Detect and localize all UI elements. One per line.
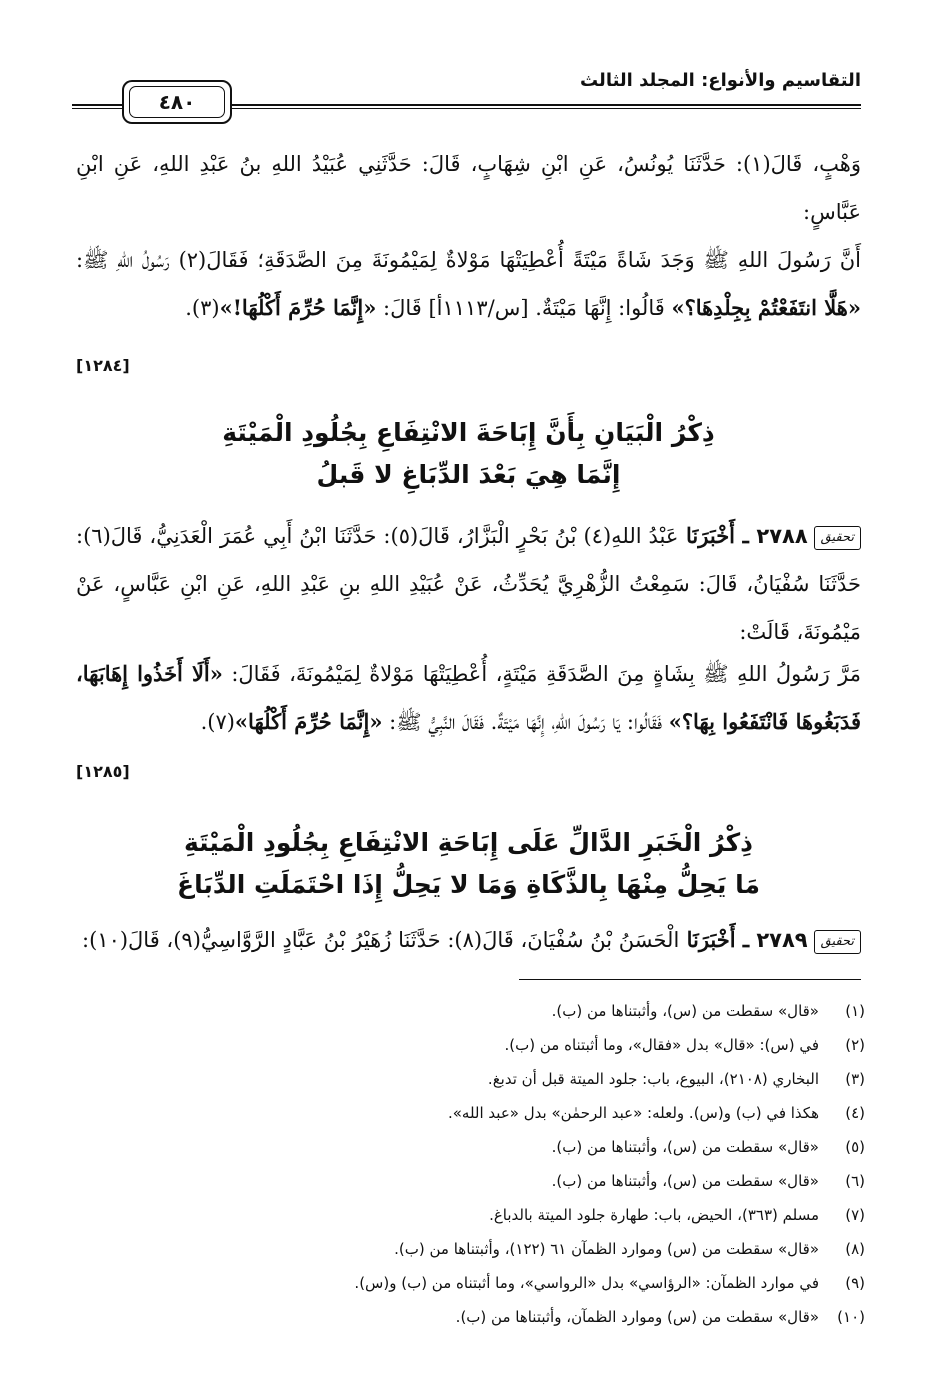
footnote-text: «قال» سقطت من (س)، وأثبتناها من (ب).: [551, 1138, 819, 1156]
akhbarana: ـ أَخْبَرَنَا: [679, 927, 757, 952]
page-number: ٤٨٠: [129, 86, 225, 118]
heading-line: ذِكْرُ الْبَيَانِ بِأَنَّ إِبَاحَةَ الانْتِفَاعِ بِجُلُودِ الْمَيْتَةِ: [222, 418, 715, 447]
chapter-heading: [76, 412, 861, 496]
isnad-text: الْحَسَنُ بْنُ سُفْيَانَ، قَالَ(٨): حَدَّثَنَا زُهَيْرُ بْنُ عَبَّادٍ الرَّوَّاسِيُّ(٩)، قَالَ(١٠):: [82, 928, 680, 952]
hadith-number: ٢٧٨٩: [756, 928, 808, 952]
footnote-text: «قال» سقطت من (س)، وأثبتناها من (ب).: [551, 1002, 819, 1020]
isnad-continuation: [76, 140, 861, 236]
footnotes: [76, 994, 865, 1334]
hadith-2789-isnad: [76, 916, 861, 964]
matn-text: قَالُوا: إِنَّهَا مَيْتَةٌ. [س/١١١٣أ] قَالَ:: [376, 296, 672, 320]
footnote-marker: (٧).: [200, 710, 235, 734]
footnote-text: مسلم (٣٦٣)، الحيض، باب: طهارة جلود الميتة بالدباغ.: [489, 1206, 819, 1224]
heading-line: ذِكْرُ الْخَبَرِ الدَّالِّ عَلَى إِبَاحَةِ الانْتِفَاعِ بِجُلُودِ الْمَيْتَةِ: [184, 828, 753, 857]
footnote-text: في (س): «قال» بدل «فقال»، وما أثبتناه من (ب).: [504, 1036, 819, 1054]
chapter-heading: [76, 822, 861, 906]
footnote-item: [76, 1232, 865, 1266]
akhbarana: ـ أَخْبَرَنَا: [678, 523, 757, 548]
footnote-marker: (٣).: [185, 296, 220, 320]
tahqiq-badge-icon: تحقيق: [814, 526, 861, 550]
footnote-text: «قال» سقطت من (س) وموارد الظمآن ٦١ (١٢٢)، وأثبتناها من (ب).: [394, 1240, 819, 1258]
hadith-number: ٢٧٨٨: [756, 524, 808, 548]
prophetic-saying: «إِنَّمَا حُرِّمَ أَكْلُهَا!»: [219, 295, 377, 320]
isnad-text: وَهْبٍ، قَالَ(١): حَدَّثَنَا يُونُسُ، عَنِ ابْنِ شِهَابٍ، قَالَ: حَدَّثَنِي عُبَيْدُ اللهِ بنُ عَبْدِ اللهِ، عَنِ ابْنِ عَبَّاسٍ:: [76, 152, 861, 224]
footnote-item: [76, 1096, 865, 1130]
footnote-item: [76, 1130, 865, 1164]
page-number-frame: [122, 80, 232, 124]
prophetic-saying: «إِنَّمَا حُرِّمَ أَكْلُهَا»: [234, 709, 383, 734]
footnote-text: هكذا في (ب) و(س). ولعله: «عبد الرحمٰن» بدل «عبد الله».: [447, 1104, 819, 1122]
footnote-number: (١): [845, 1002, 865, 1020]
prophetic-saying: «هَلَّا انتَفَعْتُمْ بِجِلْدِهَا؟»: [671, 295, 861, 320]
footnote-text: «قال» سقطت من (س) وموارد الظمآن، وأثبتناها من (ب).: [455, 1308, 819, 1326]
footnote-item: [76, 1164, 865, 1198]
footnote-item: [76, 994, 865, 1028]
footnote-number: (٢): [845, 1036, 865, 1054]
footnote-separator: [519, 979, 861, 980]
heading-line: مَا يَحِلُّ مِنْهَا بِالذَّكَاةِ وَمَا لا يَحِلُّ إِذَا احْتَمَلَتِ الدِّبَاغَ: [177, 870, 760, 899]
hadith-matn-1284: [76, 236, 861, 332]
heading-line: إِنَّمَا هِيَ بَعْدَ الدِّبَاغِ لا قَبلُ: [316, 460, 621, 489]
matn-text: مَرَّ رَسُولُ اللهِ ﷺ بِشَاةٍ مِنَ الصَّدَقَةِ مَيْتَةٍ، أُعْطِيَتْهَا مَوْلاةٌ لِمَيْمُونَةَ، فَقَالَ:: [222, 662, 861, 686]
prophetic-saying: «أَلَا أَخَذُوا إِهَابَهَا، فَدَبَغُوهَا فَانْتَفَعُوا بِهَا؟»: [76, 661, 861, 734]
footnote-number: (٥): [845, 1138, 865, 1156]
tahqiq-badge-icon: تحقيق: [814, 930, 861, 954]
matn-text: فَقَالُوا: يَا رَسُولَ اللهِ، إِنَّهَا مَيْتَةٌ. فَقَالَ النَّبِيُّ ﷺ:: [382, 710, 669, 734]
running-title: التقاسيم والأنواع: المجلد الثالث: [580, 70, 861, 91]
footnote-text: «قال» سقطت من (س)، وأثبتناها من (ب).: [551, 1172, 819, 1190]
footnote-item: [76, 1266, 865, 1300]
footnote-item: [76, 1062, 865, 1096]
footnote-number: (٣): [845, 1070, 865, 1088]
footnote-item: [76, 1300, 865, 1334]
footnote-text: البخاري (٢١٠٨)، البيوع، باب: جلود الميتة قبل أن تدبغ.: [487, 1070, 819, 1088]
hadith-2788-matn: [76, 650, 861, 746]
footnote-item: [76, 1198, 865, 1232]
footnote-number: (٨): [845, 1240, 865, 1258]
footnote-text: في موارد الظمآن: «الرؤاسي» بدل «الرواسي»، وما أثبتناه من (ب) و(س).: [354, 1274, 819, 1292]
hadith-reference: [١٢٨٤]: [76, 356, 130, 375]
footnote-number: (٤): [845, 1104, 865, 1122]
isnad-text: عَبْدُ اللهِ(٤) بْنُ بَحْرٍ الْبَزَّارُ، قَالَ(٥): حَدَّثَنَا ابْنُ أَبِي عُمَرَ الْعَدَنِيُّ، قَالَ(٦): حَدَّثَنَا سُفْيَانُ، قَالَ: سَمِعْتُ الزُّهْرِيَّ يُحَدِّثُ، عَنْ عُبَيْدِ اللهِ بنِ عَبْدِ اللهِ، عَنِ ابْنِ عَبَّاسٍ، عَنْ مَيْمُونَةَ، قَالَتْ:: [76, 524, 861, 644]
hadith-reference: [١٢٨٥]: [76, 762, 130, 781]
footnote-number: (٧): [845, 1206, 865, 1224]
footnote-number: (٦): [845, 1172, 865, 1190]
footnote-number: (٩): [845, 1274, 865, 1292]
matn-text: أَنَّ رَسُولَ اللهِ ﷺ وَجَدَ شَاةً مَيْتَةً أُعْطِيَتْهَا مَوْلاةٌ لِمَيْمُونَةَ مِنَ الصَّدَقَةِ؛ فَقَالَ(٢) رَسُولُ اللهِ ﷺ:: [76, 248, 861, 272]
footnote-item: [76, 1028, 865, 1062]
footnote-number: (١٠): [837, 1308, 865, 1326]
hadith-2788-isnad: [76, 512, 861, 656]
